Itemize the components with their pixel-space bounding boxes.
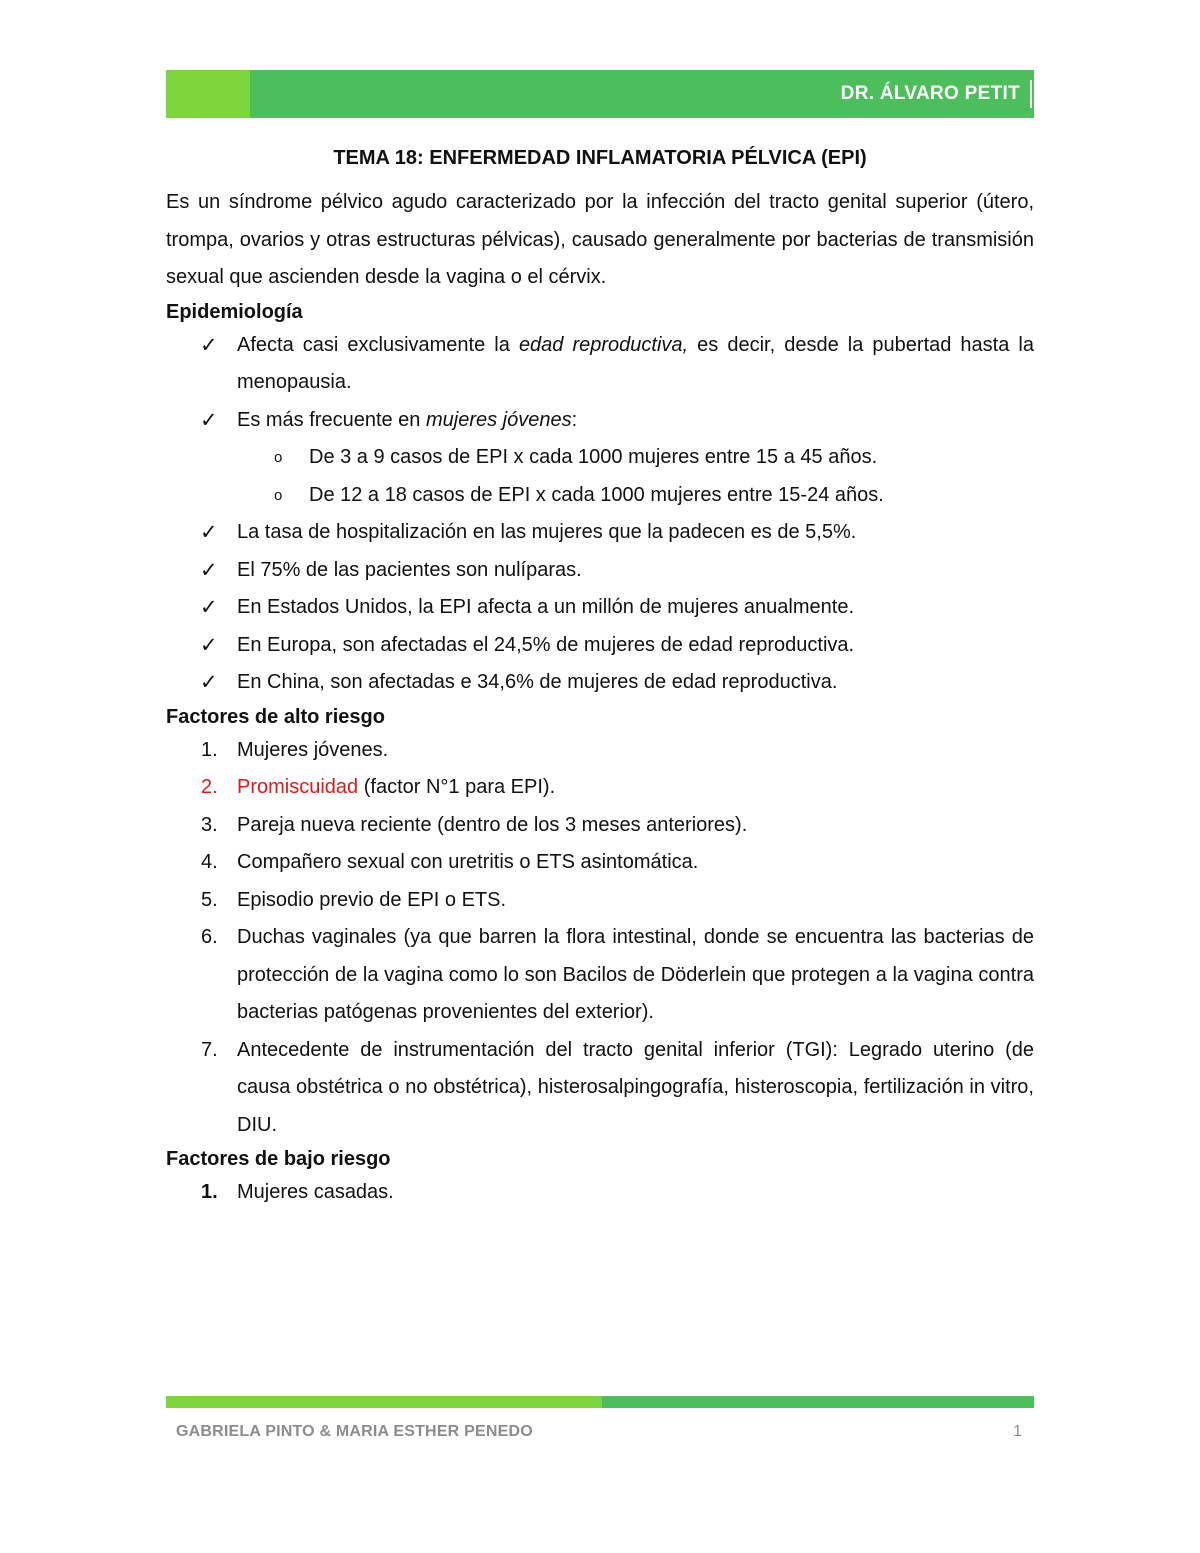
checkmark-icon: ✓ (200, 333, 218, 357)
page-number: 1 (1013, 1423, 1022, 1440)
item-text: Episodio previo de EPI o ETS. (237, 888, 507, 911)
footer-accent-light (166, 1396, 602, 1408)
list-item (166, 589, 1034, 627)
item-text: La tasa de hospitalización en las mujeres que la padecen es de 5,5%. (237, 521, 857, 543)
item-text: Es más frecuente en (237, 408, 426, 431)
item-number: 5. (201, 888, 218, 911)
item-number: 6. (201, 926, 218, 948)
item-emphasis: edad reproductiva, (518, 333, 689, 356)
section-heading-epidemiologia: Epidemiología (166, 300, 303, 323)
item-text: (factor N°1 para EPI). (358, 776, 556, 798)
item-text: En Europa, son afectadas el 24,5% de mujeres de edad reproductiva. (237, 633, 855, 656)
section-heading-bajo-riesgo: Factores de bajo riesgo (166, 1148, 391, 1170)
list-item (166, 327, 1034, 402)
item-text: Mujeres jóvenes. (237, 738, 389, 761)
list-item (166, 769, 1034, 807)
item-text: En Estados Unidos, la EPI afecta a un millón de mujeres anualmente. (237, 596, 855, 618)
sub-list-item (166, 477, 1034, 515)
epidemiologia-list (166, 327, 1034, 702)
item-text: De 3 a 9 casos de EPI x cada 1000 mujeres entre 15 a 45 años. (309, 446, 878, 468)
circle-bullet-icon: o (274, 486, 283, 504)
item-text: Antecedente de instrumentación del tracto genital inferior (TGI): Legrado uterino (de causa obstétrica o no obstétrica), histerosalpingografía, histeroscopia, fertilización in vitro, DIU. (237, 1038, 1034, 1136)
item-number: 3. (201, 813, 218, 836)
footer-band (166, 1396, 1034, 1408)
item-text: Compañero sexual con uretritis o ETS asintomática. (237, 851, 699, 873)
list-item (166, 402, 1034, 440)
list-item (166, 1032, 1034, 1145)
header-band (166, 70, 1034, 118)
list-item (166, 882, 1034, 920)
checkmark-icon: ✓ (200, 521, 218, 544)
item-number: 4. (201, 851, 218, 873)
item-text: es decir, desde la pubertad hasta la menopausia. (237, 333, 1034, 393)
list-item (166, 919, 1034, 1032)
header-edge-mark (1030, 80, 1032, 108)
list-item (166, 552, 1034, 590)
item-text: Mujeres casadas. (237, 1181, 394, 1203)
item-number: 7. (201, 1038, 218, 1061)
checkmark-icon: ✓ (200, 633, 218, 657)
checkmark-icon: ✓ (200, 558, 218, 582)
list-item (166, 514, 1034, 552)
list-item (166, 627, 1034, 665)
footer-accent-dark (602, 1396, 1034, 1408)
checkmark-icon: ✓ (200, 408, 218, 432)
item-text: Pareja nueva reciente (dentro de los 3 meses anteriores). (237, 813, 748, 836)
sub-list-item (166, 439, 1034, 477)
document-title: TEMA 18: ENFERMEDAD INFLAMATORIA PÉLVICA (EPI) (333, 147, 867, 169)
item-text: Duchas vaginales (ya que barren la flora intestinal, donde se encuentra las bacterias de protección de la vagina como lo son Bacilos de Döderlein que protegen a la vagina contra bacterias patógenas provenientes del exterior). (237, 926, 1034, 1023)
alto-riesgo-list (166, 732, 1034, 1145)
list-item (166, 664, 1034, 702)
item-number: 1. (201, 1181, 218, 1203)
list-item (166, 1174, 1034, 1212)
item-number: 2. (201, 776, 218, 798)
list-item (166, 732, 1034, 770)
checkmark-icon: ✓ (200, 671, 218, 694)
intro-paragraph: Es un síndrome pélvico agudo caracterizado por la infección del tracto genital superior (útero, trompa, ovarios y otras estructuras pélvicas), causado generalmente por bacterias de transmisión sexual que ascienden desde la vagina o el cérvix. (166, 191, 1034, 288)
item-emphasis: mujeres jóvenes (425, 408, 572, 431)
list-item (166, 844, 1034, 882)
item-text: De 12 a 18 casos de EPI x cada 1000 mujeres entre 15-24 años. (309, 483, 884, 506)
item-highlight: Promiscuidad (237, 776, 359, 798)
item-text: En China, son afectadas e 34,6% de mujeres de edad reproductiva. (237, 671, 838, 693)
list-item (166, 807, 1034, 845)
bajo-riesgo-list (166, 1174, 1034, 1212)
circle-bullet-icon: o (274, 449, 283, 466)
header-title: DR. ÁLVARO PETIT (840, 83, 1020, 104)
header-accent-light (166, 70, 250, 118)
sublist-container (166, 439, 1034, 514)
item-number: 1. (201, 738, 218, 761)
item-text: El 75% de las pacientes son nulíparas. (237, 558, 582, 581)
item-text: Afecta casi exclusivamente la (237, 333, 519, 356)
section-heading-alto-riesgo: Factores de alto riesgo (166, 705, 385, 728)
checkmark-icon: ✓ (200, 596, 218, 619)
item-text: : (571, 408, 578, 431)
sub-list (166, 439, 1034, 514)
footer-authors: GABRIELA PINTO & MARIA ESTHER PENEDO (176, 1423, 533, 1440)
document-content (166, 142, 1034, 1212)
